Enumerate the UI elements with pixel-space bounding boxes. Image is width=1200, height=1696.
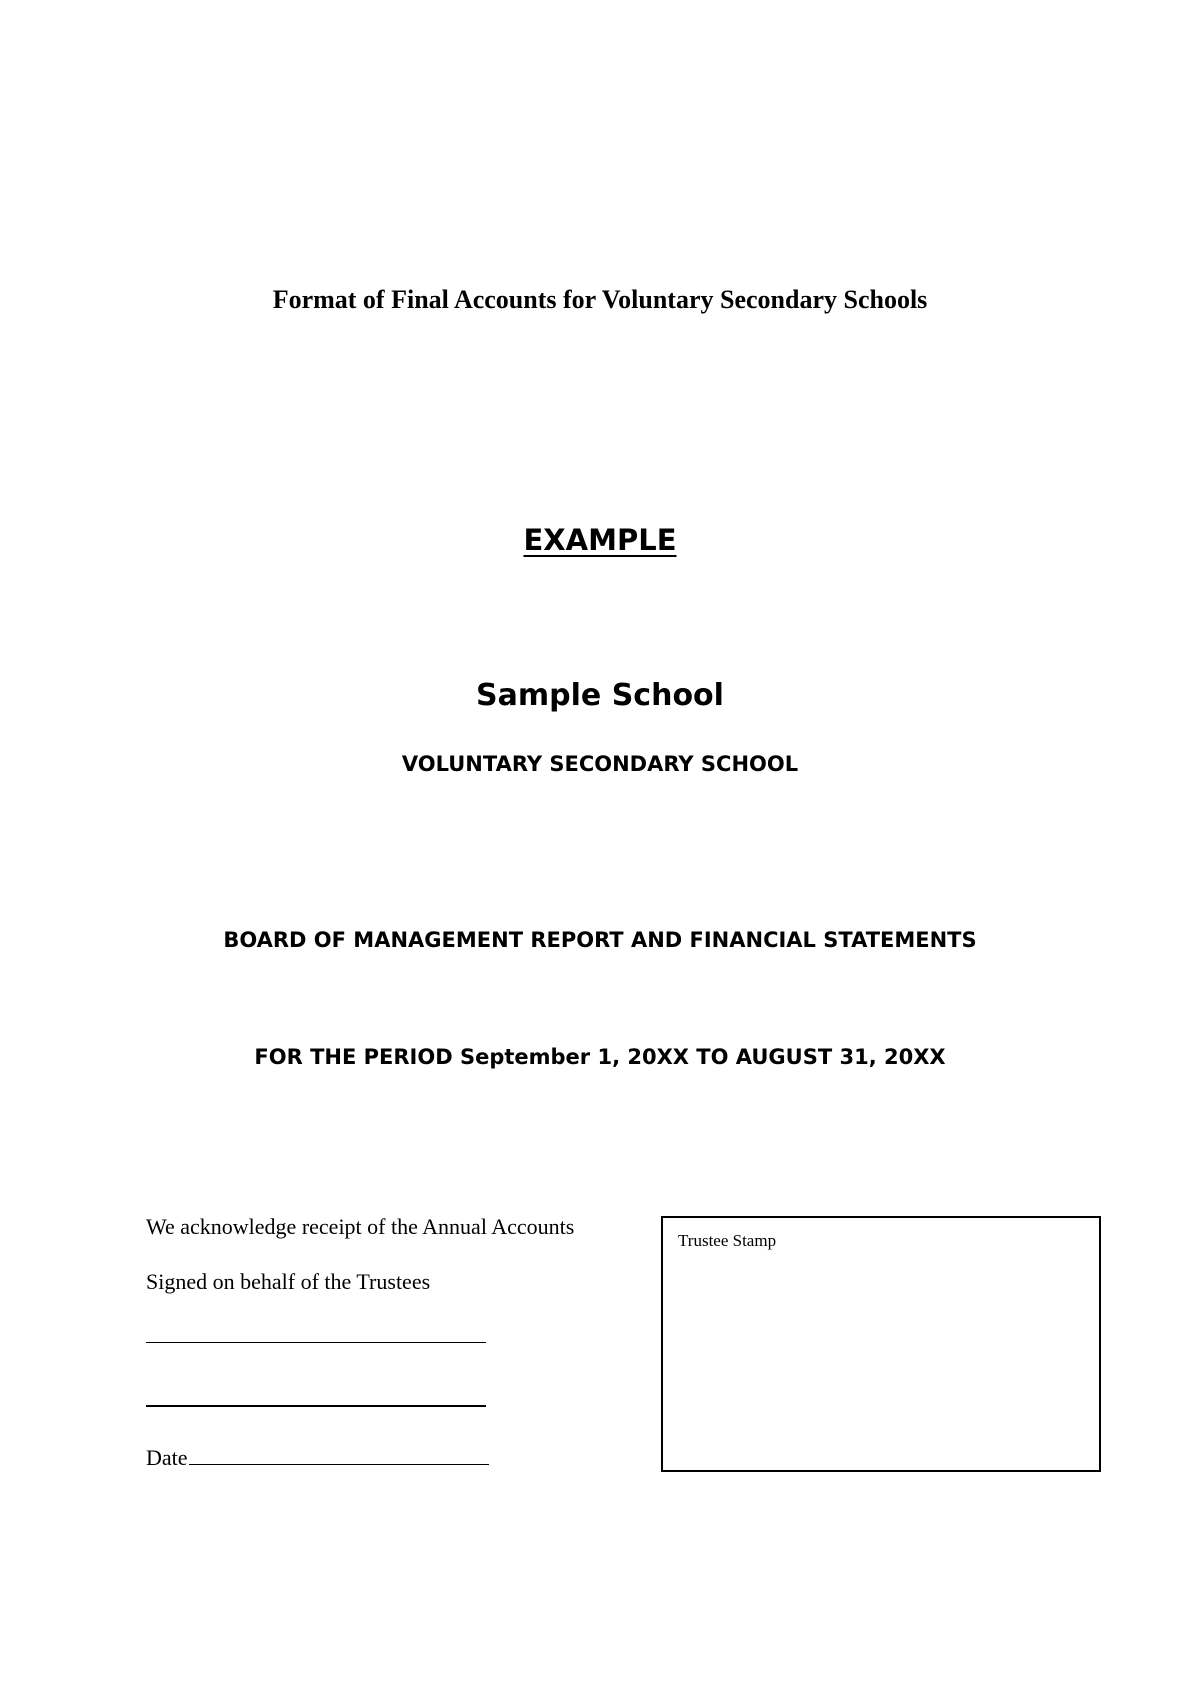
trustee-stamp-box [661,1216,1101,1472]
acknowledgement-text: We acknowledge receipt of the Annual Accounts [146,1214,575,1239]
reporting-period: FOR THE PERIOD September 1, 20XX TO AUGUST 31, 20XX [254,1045,946,1069]
school-type: VOLUNTARY SECONDARY SCHOOL [401,752,799,776]
date-line [189,1464,489,1465]
document-title: Format of Final Accounts for Voluntary Secondary Schools [272,285,928,314]
signed-on-behalf-text: Signed on behalf of the Trustees [146,1269,431,1294]
trustee-stamp-label: Trustee Stamp [678,1231,777,1250]
school-name: Sample School [476,678,724,713]
example-heading: EXAMPLE [523,523,677,557]
report-title: BOARD OF MANAGEMENT REPORT AND FINANCIAL STATEMENTS [223,928,977,952]
signature-line [146,1342,486,1343]
date-field [146,1443,489,1473]
signature-line [146,1405,486,1407]
date-label: Date [146,1445,188,1470]
